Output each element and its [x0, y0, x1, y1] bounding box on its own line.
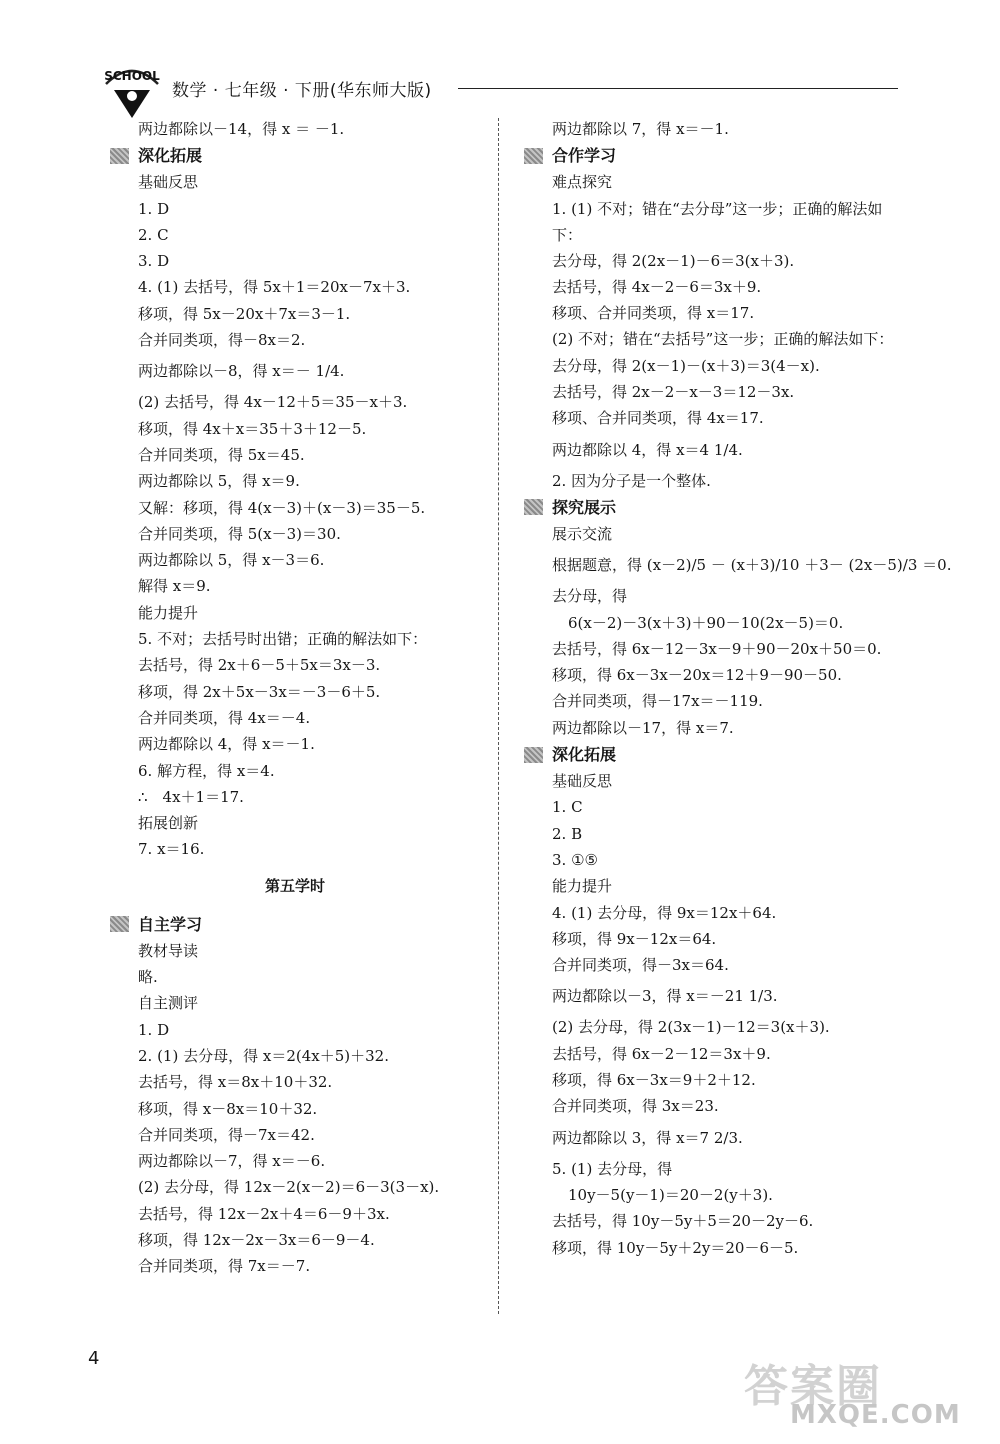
answer-line: 移项，得 x－8x＝10＋32. — [138, 1099, 318, 1118]
answer-line: (2) 去分母，得 2(3x－1)－12＝3(x＋3). — [552, 1018, 830, 1037]
answer-line: 2. C — [138, 225, 169, 244]
subsection-label: 自主测评 — [138, 994, 199, 1013]
section-heading — [110, 142, 480, 169]
lesson-title: 第五学时 — [264, 876, 325, 895]
answer-line: 又解：移项，得 4(x－3)＋(x－3)＝35－5. — [138, 498, 426, 517]
subsection-label: 展示交流 — [552, 524, 613, 543]
answer-line: 根据题意，得 (x－2)/5 － (x＋3)/10 ＋3－ (2x－5)/3 ＝0. — [552, 556, 952, 575]
answer-line: 去括号，得 6x－12－3x－9＋90－20x＋50＝0. — [552, 639, 882, 658]
section-marker-icon — [524, 148, 543, 164]
answer-line: 移项，得 2x＋5x－3x＝－3－6＋5. — [138, 682, 381, 701]
answer-line: 去括号，得 2x＋6－5＋5x＝3x－3. — [138, 656, 381, 675]
watermark — [744, 1350, 984, 1430]
left-column — [110, 116, 480, 1280]
watermark-text: 答案圈 — [744, 1361, 882, 1412]
section-marker-icon — [110, 916, 129, 932]
column-divider — [498, 118, 499, 1314]
page-number: 4 — [88, 1348, 100, 1369]
answer-line: 合并同类项，得 5(x－3)＝30. — [138, 524, 341, 543]
answer-line: 两边都除以 3，得 x＝7 2/3. — [552, 1128, 743, 1147]
answer-line: 去括号，得 6x－2－12＝3x＋9. — [552, 1044, 771, 1063]
answer-line: 3. ①⑤ — [552, 850, 598, 869]
section-marker-icon — [524, 747, 543, 763]
answer-line: 两边都除以 4，得 x＝－1. — [138, 735, 315, 754]
subsection-label: 拓展创新 — [138, 814, 199, 833]
answer-line: 合并同类项，得－8x＝2. — [138, 331, 306, 350]
answer-line: 去括号，得 2x－2－x－3＝12－3x. — [552, 383, 795, 402]
answer-line: 2. (1) 去分母，得 x＝2(4x＋5)＋32. — [138, 1046, 389, 1065]
section-title: 探究展示 — [552, 497, 617, 517]
answer-line: 两边都除以－17，得 x＝7. — [552, 718, 734, 737]
section-title: 深化拓展 — [552, 745, 617, 765]
answer-line: 5. (1) 去分母，得 — [552, 1159, 673, 1178]
answer-line: 10y－5(y－1)＝20－2(y＋3). — [568, 1185, 773, 1204]
answer-line: 合并同类项，得－17x＝－119. — [552, 692, 763, 711]
answer-line: 合并同类项，得 4x＝－4. — [138, 708, 311, 727]
answer-line: 略. — [138, 968, 158, 987]
logo-text: SCHOOL — [104, 69, 160, 83]
answer-line: 移项，得 12x－2x－3x＝6－9－4. — [138, 1230, 375, 1249]
answer-line: ∴ 4x＋1＝17. — [138, 787, 244, 806]
answer-line: 解得 x＝9. — [138, 577, 211, 596]
section-marker-icon — [110, 148, 129, 164]
answer-line: 1. (1) 不对；错在“去分母”这一步；正确的解法如下： — [552, 199, 883, 244]
section-title: 合作学习 — [552, 146, 617, 166]
subsection-label: 能力提升 — [138, 603, 199, 622]
section-marker-icon — [524, 499, 543, 515]
school-logo-icon — [100, 60, 164, 120]
answer-line: 两边都除以 4，得 x＝4 1/4. — [552, 440, 743, 459]
answer-line: 移项，得 5x－20x＋7x＝3－1. — [138, 304, 351, 323]
subsection-label: 教材导读 — [138, 941, 199, 960]
section-heading — [110, 911, 480, 938]
answer-line: (2) 去分母，得 12x－2(x－2)＝6－3(3－x). — [138, 1178, 440, 1197]
answer-line: 去括号，得 12x－2x＋4＝6－9＋3x. — [138, 1204, 390, 1223]
answer-line: 合并同类项，得 3x＝23. — [552, 1097, 719, 1116]
answer-line: 合并同类项，得 5x＝45. — [138, 445, 305, 464]
answer-line: 4. (1) 去括号，得 5x＋1＝20x－7x＋3. — [138, 278, 411, 297]
answer-line: 两边都除以 5，得 x＝9. — [138, 472, 300, 491]
answer-line: 合并同类项，得 7x＝－7. — [138, 1257, 311, 1276]
answer-line: 去括号，得 10y－5y＋5＝20－2y－6. — [552, 1212, 814, 1231]
answer-line: 移项，得 10y－5y＋2y＝20－6－5. — [552, 1238, 799, 1257]
answer-line: 合并同类项，得－3x＝64. — [552, 956, 729, 975]
answer-line: 5. 不对；去括号时出错；正确的解法如下： — [138, 630, 428, 649]
right-column — [524, 116, 952, 1261]
section-heading — [524, 741, 904, 768]
answer-line: 移项，得 6x－3x－20x＝12＋9－90－50. — [552, 666, 842, 685]
answer-line: 1. C — [552, 798, 583, 817]
answer-line: 移项、合并同类项，得 4x＝17. — [552, 409, 764, 428]
subsection-label: 能力提升 — [552, 877, 613, 896]
answer-line: 移项、合并同类项，得 x＝17. — [552, 304, 755, 323]
answer-line: 6(x－2)－3(x＋3)＋90－10(2x－5)＝0. — [568, 613, 844, 632]
answer-line: 1. D — [138, 1020, 170, 1039]
answer-line: 去分母，得 2(x－1)－(x＋3)＝3(4－x). — [552, 356, 820, 375]
header-title: 数学 · 七年级 · 下册(华东师大版) — [172, 81, 432, 101]
answer-line: 4. (1) 去分母，得 9x＝12x＋64. — [552, 903, 777, 922]
answer-line: 两边都除以 5，得 x－3＝6. — [138, 551, 325, 570]
answer-line: 2. 因为分子是一个整体. — [552, 471, 711, 490]
answer-line: (2) 去括号，得 4x－12＋5＝35－x＋3. — [138, 393, 408, 412]
watermark-url: MXQE.COM — [790, 1400, 961, 1430]
header-rule — [458, 88, 898, 89]
subsection-label: 基础反思 — [552, 772, 613, 791]
answer-line: 合并同类项，得－7x＝42. — [138, 1125, 315, 1144]
answer-line: 两边都除以－14，得 x ＝ －1. — [138, 120, 345, 138]
answer-line: 1. D — [138, 199, 170, 218]
answer-line: 两边都除以－3，得 x＝－21 1/3. — [552, 987, 778, 1006]
answer-line: 去括号，得 x＝8x＋10＋32. — [138, 1073, 333, 1092]
subsection-label: 基础反思 — [138, 173, 199, 192]
answer-line: 去分母，得 2(2x－1)－6＝3(x＋3). — [552, 251, 795, 270]
answer-line: 3. D — [138, 252, 170, 271]
page-header — [100, 60, 900, 120]
answer-line: 去括号，得 4x－2－6＝3x＋9. — [552, 277, 762, 296]
answer-line: 7. x＝16. — [138, 840, 205, 859]
answer-line: 移项，得 9x－12x＝64. — [552, 929, 717, 948]
section-heading — [524, 142, 904, 169]
answer-line: 去分母，得 — [552, 587, 628, 606]
answer-line: 两边都除以 7，得 x＝－1. — [552, 120, 729, 138]
answer-line: 移项，得 4x＋x＝35＋3＋12－5. — [138, 419, 367, 438]
answer-line: 6. 解方程，得 x＝4. — [138, 761, 275, 780]
answer-line: 移项，得 6x－3x＝9＋2＋12. — [552, 1071, 756, 1090]
section-title: 深化拓展 — [138, 146, 203, 166]
answer-line: (2) 不对；错在“去括号”这一步；正确的解法如下： — [552, 330, 894, 349]
answer-line: 2. B — [552, 824, 583, 843]
section-heading — [524, 494, 904, 521]
answer-line: 两边都除以－8，得 x＝－ 1/4. — [138, 362, 345, 381]
subsection-label: 难点探究 — [552, 173, 613, 192]
section-title: 自主学习 — [138, 914, 203, 934]
answer-line: 两边都除以－7，得 x＝－6. — [138, 1152, 326, 1171]
